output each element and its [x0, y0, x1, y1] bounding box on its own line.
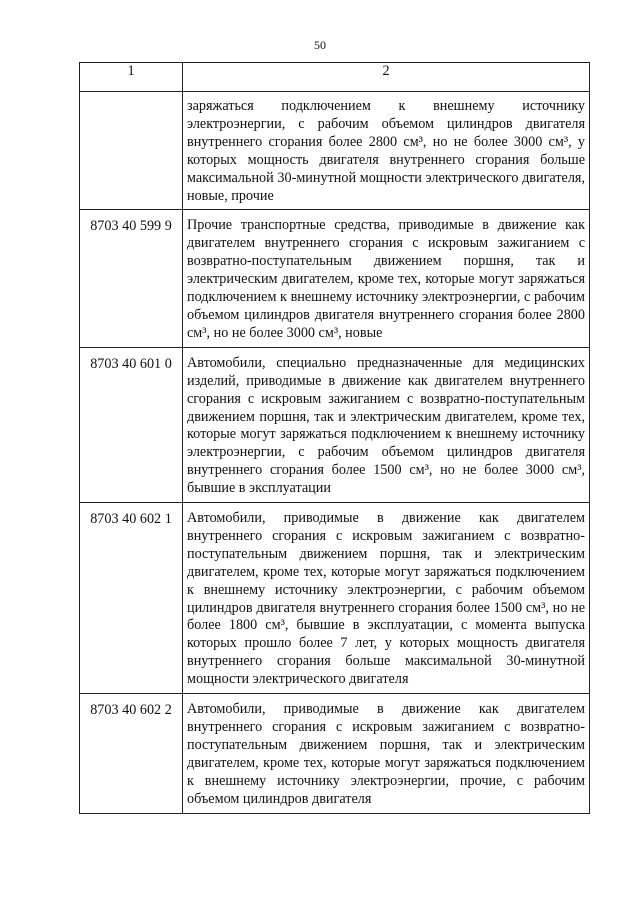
table-row — [80, 210, 590, 347]
commodity-code: 8703 40 602 1 — [80, 503, 183, 694]
table-row — [80, 503, 590, 694]
table-header-row — [80, 63, 590, 92]
commodity-description: заряжаться подключением к внешнему источнику электроэнергии, с рабочим объемом цилиндров двигателя внутреннего сгорания более 2800 см³, но не более 3000 см³, у которых мощность двигателя внутреннего сгорания больше максимальной 30-минутной мощности электрического двигателя, новые, прочие — [183, 92, 590, 210]
table-row — [80, 694, 590, 813]
commodity-description: Прочие транспортные средства, приводимые в движение как двигателем внутреннего сгорания с искровым зажиганием с возвратно-поступательным движением поршня, так и электрическим двигателем, кроме тех, которые могут заряжаться подключением к внешнему источнику электроэнергии, с рабочим объемом цилиндров двигателя внутреннего сгорания более 2800 см³, но не более 3000 см³, новые — [183, 210, 590, 347]
commodity-description: Автомобили, специально предназначенные для медицинских изделий, приводимые в движение как двигателем внутреннего сгорания с искровым зажиганием с возвратно-поступательным движением поршня, так и электрическим двигателем, кроме тех, которые могут заряжаться подключением к внешнему источнику электроэнергии, с рабочим объемом цилиндров двигателя внутреннего сгорания более 1500 см³, но не более 3000 см³, бывшие в эксплуатации — [183, 347, 590, 502]
commodity-description: Автомобили, приводимые в движение как двигателем внутреннего сгорания с искровым зажиганием с возвратно-поступательным движением поршня, так и электрическим двигателем, кроме тех, которые могут заряжаться подключением к внешнему источнику электроэнергии, с рабочим объемом цилиндров двигателя внутреннего сгорания более 1500 см³, но не более 1800 см³, бывшие в эксплуатации, с момента выпуска которых прошло более 7 лет, у которых мощность двигателя внутреннего сгорания больше максимальной 30-минутной мощности электрического двигателя — [183, 503, 590, 694]
page-number: 50 — [314, 38, 326, 52]
commodity-code: 8703 40 599 9 — [80, 210, 183, 347]
table-row — [80, 92, 590, 210]
commodity-code: 8703 40 601 0 — [80, 347, 183, 502]
commodity-description: Автомобили, приводимые в движение как двигателем внутреннего сгорания с искровым зажиганием с возвратно-поступательным движением поршня, так и электрическим двигателем, кроме тех, которые могут заряжаться подключением к внешнему источнику электроэнергии, прочие, с рабочим объемом цилиндров двигателя — [183, 694, 590, 813]
column-header-1: 1 — [80, 63, 183, 92]
column-header-2: 2 — [183, 63, 590, 92]
commodity-code: 8703 40 602 2 — [80, 694, 183, 813]
table-row — [80, 347, 590, 502]
commodity-code — [80, 92, 183, 210]
tariff-table — [79, 62, 590, 814]
